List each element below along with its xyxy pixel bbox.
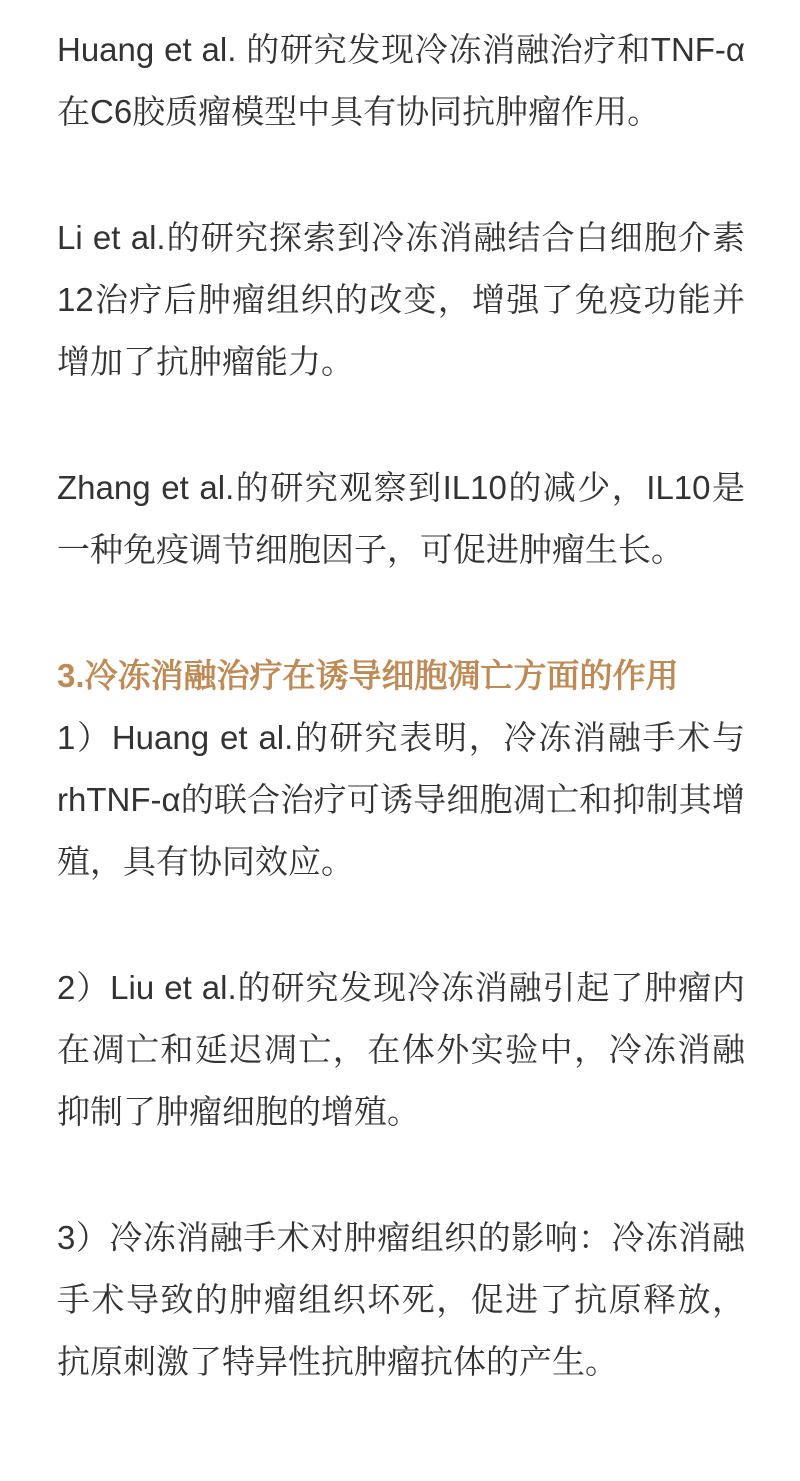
article-body	[57, 19, 745, 1393]
paragraph-huang-synergy: Huang et al. 的研究发现冷冻消融治疗和TNF-α在C6胶质瘤模型中具有协同抗肿瘤作用。	[57, 31, 745, 130]
section-heading-apoptosis: 3.冷冻消融治疗在诱导细胞凋亡方面的作用	[57, 657, 679, 694]
paragraph-zhang-il10: Zhang et al.的研究观察到IL10的减少，IL10是一种免疫调节细胞因子，可促进肿瘤生长。	[57, 469, 745, 568]
numbered-point-2: 2）Liu et al.的研究发现冷冻消融引起了肿瘤内在凋亡和延迟凋亡，在体外实验中，冷冻消融抑制了肿瘤细胞的增殖。	[57, 969, 745, 1130]
numbered-point-3: 3）冷冻消融手术对肿瘤组织的影响：冷冻消融手术导致的肿瘤组织坏死，促进了抗原释放，抗原刺激了特异性抗肿瘤抗体的产生。	[57, 1219, 745, 1380]
paragraph-li-il12: Li et al.的研究探索到冷冻消融结合白细胞介素12治疗后肿瘤组织的改变，增强了免疫功能并增加了抗肿瘤能力。	[57, 219, 745, 380]
numbered-point-1: 1）Huang et al.的研究表明，冷冻消融手术与rhTNF-α的联合治疗可诱导细胞凋亡和抑制其增殖，具有协同效应。	[57, 719, 745, 880]
